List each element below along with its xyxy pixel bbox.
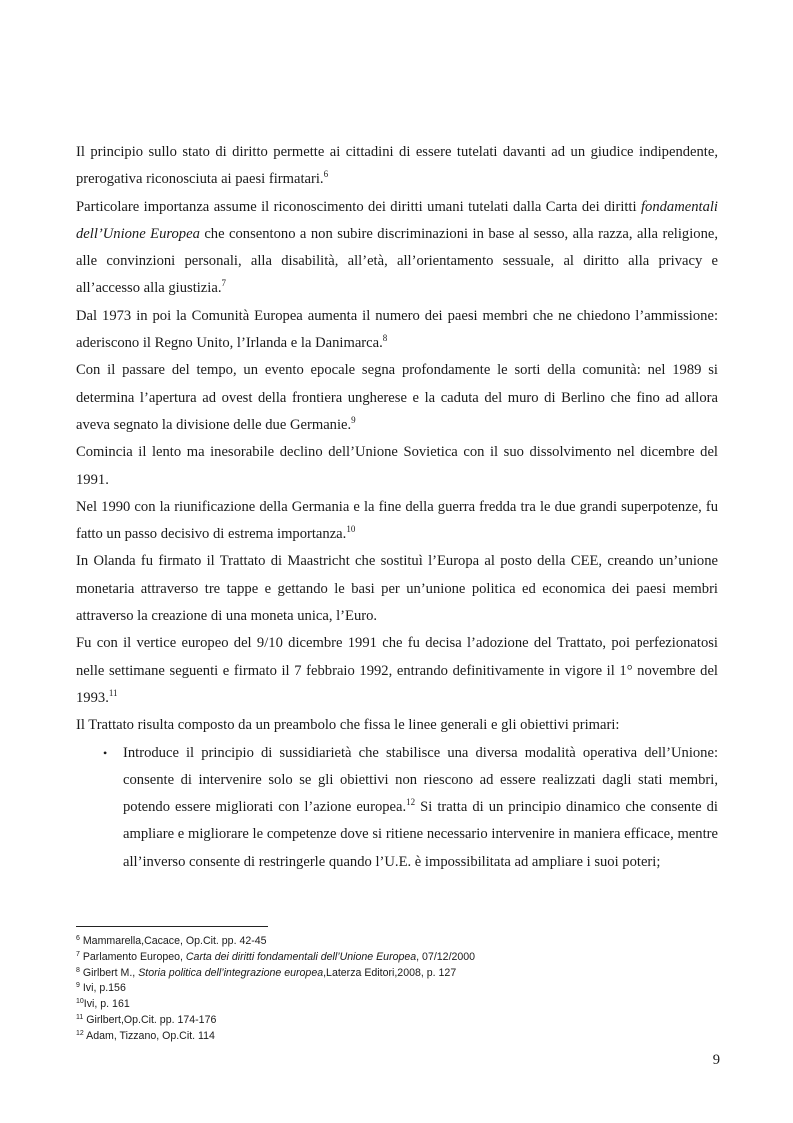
paragraph-trattato: Il Trattato risulta composto da un preambolo che fissa le linee generali e gli obiettivi primari: xyxy=(76,717,620,734)
paragraph-maastricht: In Olanda fu firmato il Trattato di Maastricht che sostituì l’Europa al posto della CEE, creando un’unione monetaria attraverso tre tappe e gettando le basi per un’unione politica ed economica dei paesi membri attraverso la creazione di una moneta unica, l’Euro. xyxy=(76,553,718,625)
footnote-ref: 8 xyxy=(382,333,388,344)
footnote-ref: 11 xyxy=(108,687,118,698)
footnote-ref: 9 xyxy=(351,414,356,425)
footnote-ref: 7 xyxy=(221,278,226,289)
bullet-icon: • xyxy=(103,745,108,760)
paragraph-1990: Nel 1990 con la riunificazione della Germania e la fine della guerra fredda tra le due grandi superpotenze, fu fatto un passo decisivo di estrema importanza.$^{10}$ xyxy=(76,498,718,543)
paragraph-stato-di-diritto: Il principio sullo stato di diritto permette ai cittadini di essere tutelati davanti ad un giudice indipendente, prerogativa riconosciuta ai paesi firmatari.$^6$ xyxy=(76,144,718,188)
footnote-8: $^8$ Girlbert M., Storia politica dell’integrazione europea,Laterza Editori,2008, p. 127 xyxy=(76,966,457,979)
footnote-ref: 6 xyxy=(323,169,329,180)
paragraph-1989: Con il passare del tempo, un evento epocale segna profondamente le sorti della comunità: nel 1989 si determina l’apertura ad ovest della frontiera ungherese e la caduta del muro di Berlino che fino ad allora aveva segnato la divisione delle due Germanie.$^9$ xyxy=(76,362,718,433)
paragraph-unione-sovietica: Comincia il lento ma inesorabile declino dell’Unione Sovietica con il suo dissolvimento nel dicembre del 1991. xyxy=(76,444,718,488)
paragraph-carta-diritti: Particolare importanza assume il riconoscimento dei diritti umani tutelati dalla Carta dei diritti fondamentali dell’Unione Europea che consentono a non subire discriminazioni in base al sesso, alla razza, alla religione, alle convinzioni personali, alla disabilità, all’età, all’orientamento sessuale, al diritto alla privacy e all’accesso alla giustizia.$^7$ xyxy=(76,198,718,297)
list-item: • Introduce il principio di sussidiarietà che stabilisce una diversa modalità operativa dell’Unione: consente di intervenire solo se gli obiettivi non riescono ad essere realizzati dagli stati membri, potendo essere migliorati con l’azione europea.$^{12}$ Si tratta di un principio dinamico che consente di ampliare e migliorare le competenze dove si ritiene necessario intervenire in maniera efficace, mentre all’inverso consente di restringerle quando l’U.E. è impossibilitata ad ampliare i suoi poteri; xyxy=(76,740,718,876)
footnote-separator xyxy=(76,926,268,927)
main-text xyxy=(76,139,718,876)
footnote-10: $^{10}$Ivi, p. 161 xyxy=(76,998,130,1011)
footnote-7: $^7$ Parlamento Europeo, Carta dei diritti fondamentali dell’Unione Europea, 07/12/2000 xyxy=(76,950,476,963)
paragraph-1973: Dal 1973 in poi la Comunità Europea aumenta il numero dei paesi membri che ne chiedono l’ammissione: aderiscono il Regno Unito, l’Irlanda e la Danimarca.$^8$ xyxy=(76,307,718,352)
footnote-12: $^{12}$ Adam, Tizzano, Op.Cit. 114 xyxy=(76,1029,215,1042)
footnote-6: $^6$ Mammarella,Cacace, Op.Cit. pp. 42-45 xyxy=(76,935,267,947)
bullet-list xyxy=(76,740,718,876)
footnotes xyxy=(76,934,718,1045)
page-number: 9 xyxy=(712,1052,720,1068)
footnote-ref: 10 xyxy=(346,524,356,535)
italic-title: fondamentali dell’Unione Europea xyxy=(76,198,718,242)
footnote-ref: 12 xyxy=(406,797,416,808)
footnote-9: $^9$ Ivi, p.156 xyxy=(76,982,126,995)
paragraph-vertice-1991: Fu con il vertice europeo del 9/10 dicembre 1991 che fu decisa l’adozione del Trattato, poi perfezionatosi nelle settimane seguenti e firmato il 7 febbraio 1992, entrando definitivamente in vigore il 1° novembre del 1993.11 xyxy=(76,635,718,706)
footnote-11: $^{11}$ Girlbert,Op.Cit. pp. 174-176 xyxy=(76,1013,217,1026)
